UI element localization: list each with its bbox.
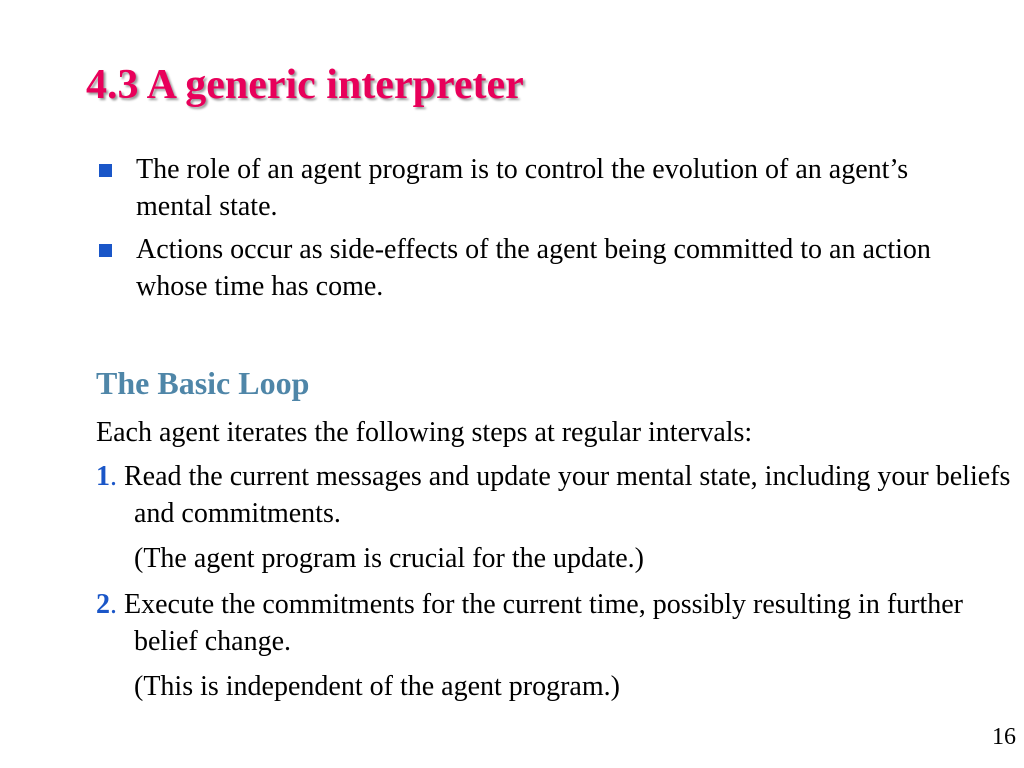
step-note: (This is independent of the agent program.) [134, 671, 620, 702]
page-number: 16 [992, 724, 1016, 750]
step-number: 1 [96, 461, 110, 492]
step-item [96, 458, 1014, 532]
step-note: (The agent program is crucial for the update.) [134, 543, 645, 574]
bullet-list [96, 151, 986, 311]
section-heading: The Basic Loop [96, 365, 310, 401]
step-dot: . [110, 461, 117, 492]
square-bullet-icon [99, 164, 112, 177]
bullet-text: Actions occur as side-effects of the agent being committed to an action whose time has come. [136, 234, 931, 302]
slide-title: 4.3 A generic interpreter [86, 62, 524, 108]
step-item [96, 586, 1014, 660]
square-bullet-icon [99, 244, 112, 257]
step-dot: . [110, 589, 117, 620]
bullet-item [96, 151, 986, 225]
step-number: 2 [96, 589, 110, 620]
step-text: Execute the commitments for the current time, possibly resulting in further belief change. [117, 589, 964, 657]
bullet-text: The role of an agent program is to control the evolution of an agent’s mental state. [136, 154, 909, 222]
bullet-item [96, 231, 986, 305]
step-text: Read the current messages and update your mental state, including your beliefs and commitments. [117, 461, 1011, 529]
intro-text: Each agent iterates the following steps at regular intervals: [96, 417, 753, 448]
